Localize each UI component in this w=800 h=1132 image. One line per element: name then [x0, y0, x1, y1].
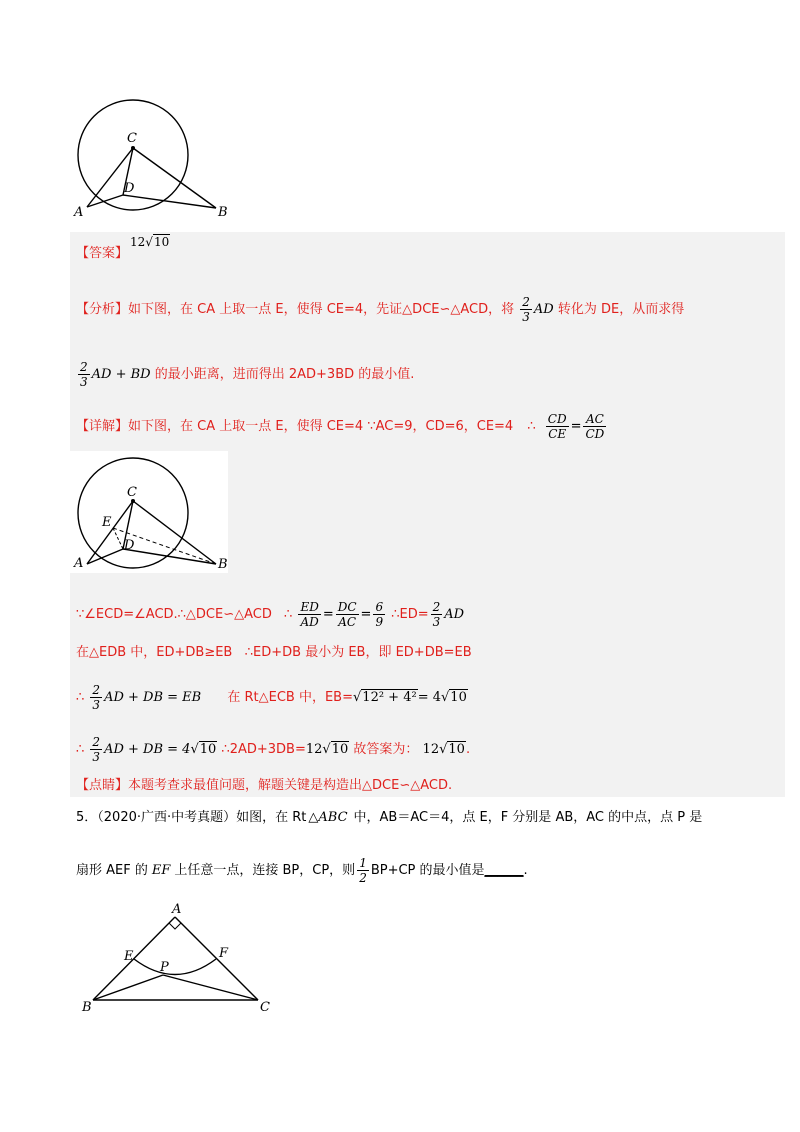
problem5-text-3: BP+CP 的最小值是: [370, 863, 485, 878]
right-angle-mark: [169, 923, 181, 929]
problem5-blank[interactable]: ______: [484, 863, 524, 878]
segment-ac: [175, 917, 258, 1000]
step4-text1: ∴2AD+3DB=: [221, 742, 306, 757]
detail-therefore: ∴: [527, 419, 536, 434]
detail-frac-2: $\frac{AC}{CD}$: [585, 412, 605, 441]
point-c: [131, 146, 135, 150]
step3-expr: AD + DB = EB: [104, 690, 202, 705]
problem5-sector: 扇形 AEF 的: [76, 863, 148, 878]
step4-frac: $\frac{2}{3}$: [92, 735, 101, 764]
segment-bp: [93, 975, 163, 1000]
step3-therefore: ∴: [76, 690, 85, 705]
problem5-line-2: [76, 856, 528, 885]
problem5-frac: $\frac{1}{2}$: [359, 856, 367, 885]
step3-sqrt: √12² + 4²: [353, 690, 417, 705]
step1-text: ∵∠ECD=∠ACD.∴△DCE∽△ACD: [76, 607, 272, 622]
label-d: D: [124, 181, 135, 196]
analysis-tag: 【分析】: [76, 302, 129, 317]
step1-ed: ∴ED=: [391, 607, 429, 622]
step4-text2: 故答案为：: [353, 742, 419, 757]
problem5-text: 中，AB＝AC＝4，点 E，F 分别是 AB，AC 的中点，点 P 是: [353, 810, 703, 825]
answer-line: [76, 244, 128, 264]
label-a: A: [74, 205, 84, 217]
problem5-line-1: [76, 808, 702, 828]
segment-cb: [133, 148, 216, 208]
step1-frac-dc-ac: $\frac{DC}{AC}$: [337, 600, 357, 629]
detail-frac-1: $\frac{CD}{CE}$: [547, 412, 567, 441]
step4-line: [76, 735, 470, 764]
detail-tag: 【详解】: [76, 419, 129, 434]
step3-text: 在 Rt△ECB 中，EB=: [227, 690, 353, 705]
comment-tag: 【点睛】: [76, 778, 129, 793]
step4-expr: AD + DB = 4: [104, 742, 191, 757]
problem5-triangle: △ABC: [308, 810, 348, 825]
detail-eq: =: [570, 419, 582, 434]
segment-cb: [133, 501, 216, 564]
answer-value: [130, 232, 170, 252]
label-c: C: [127, 485, 137, 500]
analysis-line2-expr: AD + BD: [91, 367, 151, 382]
step1-frac-2-3: $\frac{2}{3}$: [432, 600, 441, 629]
step2-line: [76, 643, 472, 663]
segment-ab: [93, 917, 175, 1000]
label-a: A: [172, 902, 182, 917]
detail-line: [76, 412, 608, 441]
problem5-end: .: [523, 863, 528, 878]
answer-coef: 12: [130, 235, 146, 249]
figure-circle-triangle: [70, 92, 240, 217]
label-e: E: [102, 515, 112, 530]
analysis-text-2: 转化为 DE，从而求得: [557, 302, 685, 317]
figure-sector-triangle: [80, 900, 280, 1015]
analysis-var: AD: [533, 302, 554, 317]
step3-frac: $\frac{2}{3}$: [92, 683, 101, 712]
answer-sqrt: √10: [145, 235, 170, 249]
answer-tag: 【答案】: [76, 246, 129, 261]
label-p: P: [160, 960, 169, 975]
step4-coef3: 12: [422, 742, 440, 757]
detail-text: 如下图，在 CA 上取一点 E，使得 CE=4 ∵AC=9，CD=6，CE=4: [128, 419, 514, 434]
segment-db: [123, 549, 216, 564]
analysis-text-1: 如下图，在 CA 上取一点 E，使得 CE=4，先证△DCE∽△ACD，将: [128, 302, 515, 317]
analysis-line-1: [76, 295, 684, 324]
step3-sqrt2: √10: [441, 690, 467, 705]
step1-line: ∵∠ECD=∠ACD.∴△DCE∽△ACD ∴ $\frac{ED}{AD}$ = $\frac{DC}{AC}$ = $\frac{6}{9}$ ∴ED= $\frac{2}{3}$ AD: [76, 600, 465, 629]
analysis-line-2: [76, 360, 414, 389]
label-b: B: [218, 557, 228, 572]
segment-cp: [163, 975, 258, 1000]
step1-var: AD: [444, 607, 465, 622]
step1-frac-ed-ad: $\frac{ED}{AD}$: [300, 600, 319, 629]
step1-frac-6-9: $\frac{6}{9}$: [375, 600, 384, 629]
analysis-text-3: 的最小距离，进而得出 2AD+3BD 的最小值.: [154, 367, 415, 382]
step4-coef: 12: [305, 742, 323, 757]
step3-eq: = 4: [417, 690, 441, 705]
step2-text: 在△EDB 中，ED+DB≥EB ∴ED+DB 最小为 EB，即 ED+DB=EB: [76, 645, 472, 660]
arc-ef: [134, 959, 216, 975]
label-c: C: [127, 131, 137, 146]
problem5-intro: 5．（2020·广西·中考真题）如图，在 Rt: [76, 810, 307, 825]
step4-therefore: ∴: [76, 742, 85, 757]
step3-line: [76, 683, 468, 712]
step1-therefore: ∴: [284, 607, 293, 622]
label-e: E: [124, 949, 134, 964]
figure-circle-triangle-with-e: [70, 451, 240, 576]
label-b: B: [82, 1000, 92, 1015]
analysis-line2-frac: $\frac{2}{3}$: [80, 360, 88, 389]
label-f: F: [219, 946, 229, 961]
comment-text: 本题考查求最值问题，解题关键是构造出△DCE∽△ACD.: [128, 778, 453, 793]
comment-line: [76, 776, 452, 796]
problem5-text-2: 上任意一点，连接 BP，CP，则: [174, 863, 356, 878]
step4-sqrt2: √10: [322, 742, 349, 757]
step4-sqrt: √10: [190, 742, 217, 757]
label-c: C: [260, 1000, 270, 1015]
analysis-frac: $\frac{2}{3}$: [522, 295, 530, 324]
problem5-arc: EF: [151, 863, 171, 878]
step4-end: .: [465, 742, 471, 757]
step4-sqrt3: √10: [439, 742, 465, 757]
label-b: B: [218, 205, 228, 217]
label-d: D: [124, 538, 135, 553]
label-a: A: [74, 556, 84, 571]
